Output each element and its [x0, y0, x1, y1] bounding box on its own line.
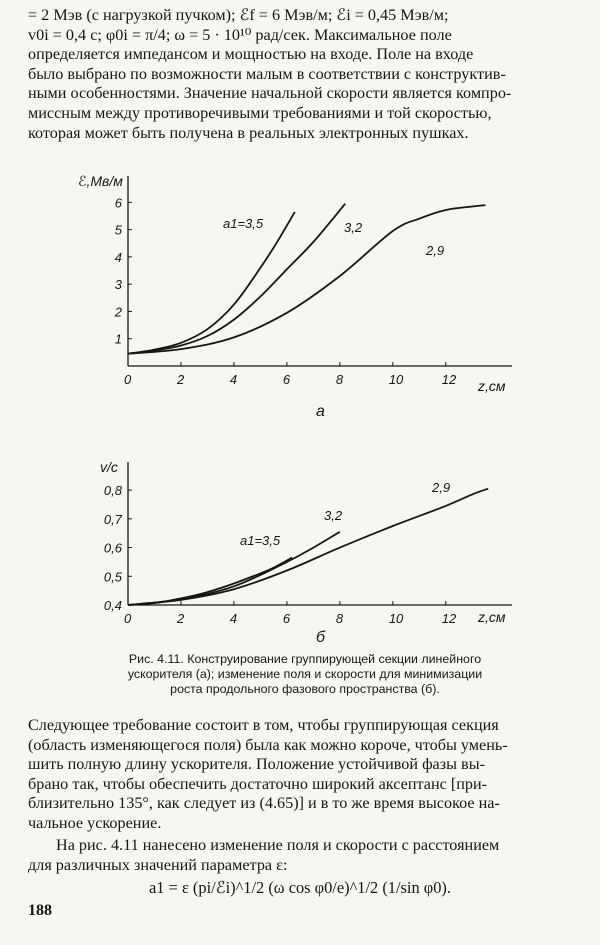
curve-label-a1-3-5: a1=3,5 [240, 533, 281, 548]
y-tick-label: 6 [114, 195, 122, 211]
page-number: 188 [28, 902, 52, 919]
series-line-2 [128, 489, 488, 605]
y-tick-label: 1 [114, 331, 122, 347]
y-tick-label: 0,7 [103, 511, 122, 527]
caption-line: ускорителя (а); изменение поля и скорости для минимизации [127, 667, 483, 681]
text-line: брано так, чтобы обеспечить достаточно широкий аксептанс [при- [28, 774, 488, 793]
y-tick-label: 4 [114, 249, 122, 265]
text-line: определяется импедансом и мощностью на входе. Поле на входе [28, 45, 474, 64]
series-line-0 [128, 558, 292, 605]
y-tick-label: 2 [114, 304, 122, 320]
bottom-paragraph [28, 716, 568, 834]
curve-label-a1-3-5: a1=3,5 [223, 216, 264, 231]
x-tick-label: 10 [388, 611, 404, 626]
chart-panel-b [100, 459, 512, 646]
y-tick-label: 0,4 [103, 598, 122, 613]
text-line: На рис. 4.11 нанесено изменение поля и скорости с расстоянием [56, 836, 500, 854]
text-line: для различных значений параметра ε: [28, 855, 288, 874]
x-tick-label: 2 [176, 611, 185, 626]
x-tick-label: 6 [282, 611, 291, 626]
x-tick-label: 12 [441, 372, 457, 387]
panel-label: а [316, 403, 325, 420]
series-line-1 [128, 532, 340, 605]
panel-label: б [316, 629, 325, 646]
x-tick-label: 2 [176, 372, 185, 387]
text-line: (область изменяющегося поля) была как можно короче, чтобы умень- [28, 735, 508, 754]
text-line: Следующее требование состоит в том, чтобы группирующая секция [28, 716, 499, 734]
y-axis-label: v/c [100, 459, 118, 475]
y-axis-label: ℰ,Мв/м [78, 173, 123, 189]
text-line: шить полную длину ускорителя. Положение устойчивой фазы вы- [28, 755, 485, 774]
y-tick-label: 0,8 [103, 483, 122, 499]
text-line: которая может быть получена в реальных электронных пушках. [28, 123, 469, 142]
x-tick-label: 0 [124, 372, 132, 387]
text-line: чальное ускорение. [28, 813, 162, 832]
y-tick-label: 0,5 [103, 569, 122, 585]
x-tick-label: 8 [335, 372, 344, 387]
x-tick-label: 4 [229, 372, 238, 387]
second-paragraph [28, 836, 568, 875]
caption-line: роста продольного фазового пространства (б). [170, 682, 440, 696]
y-tick-label: 0,6 [103, 540, 122, 556]
text-line: было выбрано по возможности малым в соответствии с конструктив- [28, 64, 506, 83]
x-tick-label: 4 [229, 611, 238, 626]
series-line-2 [128, 205, 486, 354]
chart-panel-a [78, 173, 512, 420]
text-line: = 2 Мэв (с нагрузкой пучком); ℰf = 6 Мэв/м; ℰi = 0,45 Мэв/м; [28, 6, 449, 24]
curve-label-3-2: 3,2 [324, 508, 343, 523]
caption-line: Рис. 4.11. Конструирование группирующей секции линейного [128, 652, 482, 666]
curve-label-2-9: 2,9 [432, 480, 451, 495]
text-line: v0i = 0,4 c; φ0i = π/4; ω = 5 · 10¹⁰ рад/сек. Максимальное поле [28, 25, 452, 44]
curve-label-2-9: 2,9 [426, 243, 445, 258]
x-tick-label: 6 [282, 372, 291, 387]
text-line: ными особенностями. Значение начальной скорости является компро- [28, 84, 512, 103]
curve-label-3-2: 3,2 [344, 220, 363, 235]
x-axis-label: z,см [478, 609, 506, 625]
x-tick-label: 10 [388, 372, 404, 387]
y-tick-label: 3 [114, 277, 122, 293]
formula: a1 = ε (pi/ℰi)^1/2 (ω cos φ0/e)^1/2 (1/sin φ0). [149, 878, 451, 897]
x-tick-label: 8 [335, 611, 344, 626]
text-line: близительно 135°, как следует из (4.65)] и в то же время высокое на- [28, 794, 500, 813]
series-line-0 [128, 212, 295, 354]
text-line: миссным между противоречивыми требованиями и той скоростью, [28, 103, 492, 122]
x-tick-label: 12 [441, 611, 457, 626]
x-tick-label: 0 [124, 611, 132, 626]
figure-caption [70, 652, 540, 697]
x-axis-label: z,см [478, 378, 506, 394]
y-tick-label: 5 [114, 222, 122, 238]
